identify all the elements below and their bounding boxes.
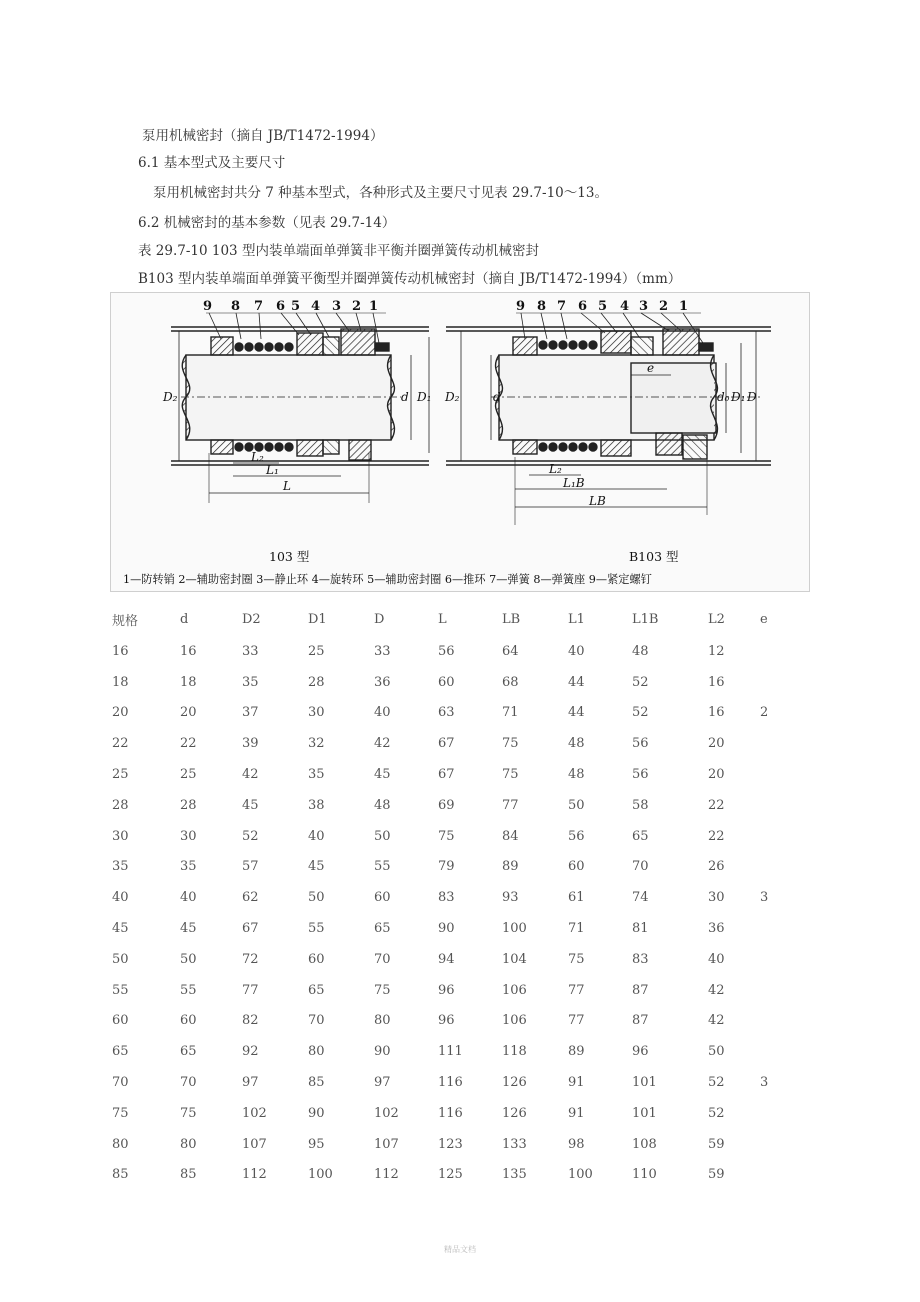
- table-cell: 116: [438, 1075, 463, 1091]
- table-row: [112, 975, 790, 1006]
- table-cell: 26: [708, 859, 725, 875]
- table-row: [112, 852, 790, 883]
- table-cell: 107: [242, 1136, 267, 1152]
- table-row: [112, 759, 790, 790]
- label-b103: B103 型: [629, 549, 679, 564]
- table-cell: 75: [502, 767, 519, 783]
- table-caption-2: B103 型内装单端面单弹簧平衡型并圈弹簧传动机械密封（摘自 JB/T1472-1994）（mm）: [138, 271, 682, 287]
- table-cell: 55: [180, 982, 197, 998]
- table-cell: 32: [308, 736, 325, 752]
- table-cell: 92: [242, 1044, 259, 1060]
- svg-text:D: D: [747, 390, 757, 404]
- spring-seat-upper: [211, 337, 233, 355]
- table-cell: 60: [438, 674, 455, 690]
- table-cell: 77: [568, 1013, 585, 1029]
- table-cell: 50: [708, 1044, 725, 1060]
- table-cell: 75: [438, 828, 455, 844]
- table-cell: 67: [438, 767, 455, 783]
- table-cell: 135: [502, 1167, 527, 1183]
- table-cell: 91: [568, 1105, 585, 1121]
- table-cell: [760, 759, 790, 790]
- table-cell: [760, 667, 790, 698]
- table-cell: 95: [308, 1136, 325, 1152]
- header-cell: e: [760, 611, 768, 627]
- table-body: [112, 636, 790, 1190]
- table-header-row: [112, 602, 790, 636]
- svg-text:4: 4: [620, 299, 630, 314]
- table-cell: [760, 852, 790, 883]
- table-cell: 56: [632, 736, 649, 752]
- table-cell: 25: [308, 643, 325, 659]
- table-cell: 40: [708, 951, 725, 967]
- table-cell: 91: [568, 1075, 585, 1091]
- table-cell: 74: [632, 890, 649, 906]
- table-cell: 96: [632, 1044, 649, 1060]
- table-cell: 125: [438, 1167, 463, 1183]
- table-cell: 60: [568, 859, 585, 875]
- table-cell: 75: [112, 1105, 129, 1121]
- table-cell: [760, 728, 790, 759]
- svg-text:L: L: [283, 479, 291, 493]
- table-cell: 2: [760, 705, 769, 721]
- table-cell: 16: [708, 674, 725, 690]
- spring-lower-103: [235, 443, 293, 451]
- table-cell: 71: [568, 921, 585, 937]
- table-cell: 16: [708, 705, 725, 721]
- table-cell: 52: [708, 1105, 725, 1121]
- table-cell: 80: [308, 1044, 325, 1060]
- table-cell: 77: [568, 982, 585, 998]
- table-cell: 30: [180, 828, 197, 844]
- table-cell: 80: [112, 1136, 129, 1152]
- push-ring-upper: [297, 333, 323, 355]
- svg-text:7: 7: [254, 299, 264, 314]
- table-cell: 90: [374, 1044, 391, 1060]
- svg-text:1: 1: [679, 299, 689, 314]
- table-cell: 40: [180, 890, 197, 906]
- svg-text:5: 5: [598, 299, 608, 314]
- svg-text:D₂: D₂: [163, 390, 178, 404]
- table-cell: 106: [502, 982, 527, 998]
- shaft-103: [186, 355, 391, 440]
- table-row: [112, 882, 790, 913]
- table-cell: [760, 913, 790, 944]
- part-numbers-103: [203, 299, 378, 314]
- table-cell: [760, 636, 790, 667]
- drawing-103: [171, 313, 432, 503]
- table-cell: 16: [112, 643, 129, 659]
- part-numbers-b103: [516, 299, 688, 314]
- table-cell: 22: [708, 828, 725, 844]
- table-cell: 85: [308, 1075, 325, 1091]
- table-cell: 40: [112, 890, 129, 906]
- table-cell: 35: [180, 859, 197, 875]
- svg-text:D₂: D₂: [445, 390, 460, 404]
- table-cell: 75: [502, 736, 519, 752]
- table-cell: 55: [374, 859, 391, 875]
- table-cell: 30: [112, 828, 129, 844]
- table-cell: 65: [112, 1044, 129, 1060]
- table-cell: 62: [242, 890, 259, 906]
- table-cell: 33: [374, 643, 391, 659]
- table-cell: 35: [112, 859, 129, 875]
- seal-drawing-figure: [110, 292, 810, 592]
- table-cell: 57: [242, 859, 259, 875]
- table-cell: 45: [308, 859, 325, 875]
- table-cell: [760, 1098, 790, 1129]
- table-cell: 20: [708, 736, 725, 752]
- svg-text:LB: LB: [589, 494, 606, 508]
- table-cell: 100: [308, 1167, 333, 1183]
- table-cell: 112: [374, 1167, 399, 1183]
- table-cell: 126: [502, 1075, 527, 1091]
- spring-seat-lower: [211, 440, 233, 454]
- table-cell: 40: [568, 643, 585, 659]
- table-cell: 50: [308, 890, 325, 906]
- svg-text:6: 6: [276, 299, 286, 314]
- table-cell: 112: [242, 1167, 267, 1183]
- header-cell: L: [438, 611, 447, 627]
- svg-text:L₂: L₂: [251, 450, 264, 464]
- table-cell: 96: [438, 982, 455, 998]
- table-cell: 50: [180, 951, 197, 967]
- svg-text:9: 9: [203, 299, 213, 314]
- table-cell: 84: [502, 828, 519, 844]
- table-cell: 63: [438, 705, 455, 721]
- table-cell: 89: [502, 859, 519, 875]
- table-cell: 104: [502, 951, 527, 967]
- table-row: [112, 667, 790, 698]
- table-cell: 67: [438, 736, 455, 752]
- table-cell: 64: [502, 643, 519, 659]
- table-cell: 111: [438, 1044, 463, 1060]
- table-cell: 75: [568, 951, 585, 967]
- intro-paragraph: 泵用机械密封共分 7 种基本型式，各种形式及主要尺寸见表 29.7-10～13。: [153, 185, 608, 201]
- table-cell: 102: [242, 1105, 267, 1121]
- label-103: 103 型: [269, 549, 310, 564]
- svg-text:L₁B: L₁B: [563, 476, 585, 490]
- stationary-ring-upper: [341, 329, 375, 355]
- spring-upper-103: [235, 343, 293, 351]
- table-cell: 77: [502, 797, 519, 813]
- table-cell: 101: [632, 1075, 657, 1091]
- table-row: [112, 1129, 790, 1160]
- section-6-2-heading: 6.2 机械密封的基本参数（见表 29.7-14）: [138, 215, 396, 231]
- section-6-1-heading: 6.1 基本型式及主要尺寸: [138, 155, 286, 171]
- table-cell: 110: [632, 1167, 657, 1183]
- header-cell: L1B: [632, 611, 659, 627]
- table-cell: 71: [502, 705, 519, 721]
- anti-rotation-pin-upper: [375, 343, 389, 351]
- header-cell: L1: [568, 611, 585, 627]
- svg-text:e: e: [647, 361, 655, 375]
- table-cell: 102: [374, 1105, 399, 1121]
- table-cell: 70: [308, 1013, 325, 1029]
- table-cell: 40: [308, 828, 325, 844]
- table-cell: 70: [180, 1075, 197, 1091]
- table-cell: 48: [632, 643, 649, 659]
- table-cell: 118: [502, 1044, 527, 1060]
- table-cell: 98: [568, 1136, 585, 1152]
- table-cell: [760, 944, 790, 975]
- table-row: [112, 944, 790, 975]
- table-row: [112, 636, 790, 667]
- table-cell: 65: [180, 1044, 197, 1060]
- header-cell: D2: [242, 611, 261, 627]
- table-cell: 25: [112, 767, 129, 783]
- table-cell: 60: [112, 1013, 129, 1029]
- svg-text:d: d: [401, 390, 409, 404]
- table-cell: 22: [180, 736, 197, 752]
- table-cell: 116: [438, 1105, 463, 1121]
- table-cell: 30: [708, 890, 725, 906]
- svg-text:7: 7: [557, 299, 567, 314]
- table-cell: 20: [112, 705, 129, 721]
- svg-text:8: 8: [537, 299, 547, 314]
- table-row: [112, 821, 790, 852]
- dimension-table: [112, 602, 790, 1190]
- table-cell: 48: [568, 736, 585, 752]
- table-cell: 30: [308, 705, 325, 721]
- table-cell: 58: [632, 797, 649, 813]
- rotating-ring-upper: [323, 337, 339, 355]
- table-cell: 70: [632, 859, 649, 875]
- table-row: [112, 1098, 790, 1129]
- table-cell: 28: [180, 797, 197, 813]
- table-cell: [760, 1160, 790, 1191]
- table-cell: 25: [180, 767, 197, 783]
- table-cell: 45: [112, 921, 129, 937]
- svg-text:d₀: d₀: [717, 390, 730, 404]
- table-cell: 133: [502, 1136, 527, 1152]
- table-cell: 72: [242, 951, 259, 967]
- table-cell: 70: [374, 951, 391, 967]
- table-cell: 52: [632, 705, 649, 721]
- header-cell: D1: [308, 611, 327, 627]
- table-cell: 90: [438, 921, 455, 937]
- table-cell: 45: [180, 921, 197, 937]
- table-row: [112, 913, 790, 944]
- table-cell: 42: [374, 736, 391, 752]
- parts-legend: 1—防转销 2—辅助密封圈 3—静止环 4—旋转环 5—辅助密封圈 6—推环 7—弹簧 8—弹簧座 9—紧定螺钉: [123, 573, 652, 586]
- table-cell: 65: [308, 982, 325, 998]
- table-row: [112, 1160, 790, 1191]
- table-cell: 70: [112, 1075, 129, 1091]
- table-cell: 69: [438, 797, 455, 813]
- svg-text:4: 4: [311, 299, 321, 314]
- table-cell: 90: [308, 1105, 325, 1121]
- table-cell: 42: [708, 982, 725, 998]
- header-cell: LB: [502, 611, 521, 627]
- table-cell: 45: [242, 797, 259, 813]
- table-cell: 56: [438, 643, 455, 659]
- table-cell: 81: [632, 921, 649, 937]
- table-cell: [760, 1036, 790, 1067]
- table-cell: 50: [568, 797, 585, 813]
- header-cell: L2: [708, 611, 725, 627]
- table-cell: 100: [502, 921, 527, 937]
- table-cell: 79: [438, 859, 455, 875]
- svg-text:5: 5: [291, 299, 301, 314]
- table-cell: 108: [632, 1136, 657, 1152]
- drawing-b103: [446, 313, 771, 525]
- table-cell: 52: [632, 674, 649, 690]
- table-cell: 40: [374, 705, 391, 721]
- svg-text:1: 1: [369, 299, 379, 314]
- table-cell: 35: [242, 674, 259, 690]
- table-cell: 44: [568, 705, 585, 721]
- table-cell: 80: [374, 1013, 391, 1029]
- table-cell: 97: [242, 1075, 259, 1091]
- table-cell: 33: [242, 643, 259, 659]
- table-cell: 96: [438, 1013, 455, 1029]
- table-cell: 82: [242, 1013, 259, 1029]
- svg-text:2: 2: [352, 299, 362, 314]
- table-cell: 55: [308, 921, 325, 937]
- table-cell: 89: [568, 1044, 585, 1060]
- table-cell: 106: [502, 1013, 527, 1029]
- table-cell: 85: [180, 1167, 197, 1183]
- table-row: [112, 790, 790, 821]
- table-cell: 65: [632, 828, 649, 844]
- table-cell: 28: [112, 797, 129, 813]
- table-cell: 65: [374, 921, 391, 937]
- table-cell: 94: [438, 951, 455, 967]
- table-cell: 83: [438, 890, 455, 906]
- table-cell: 80: [180, 1136, 197, 1152]
- table-cell: 20: [708, 767, 725, 783]
- table-cell: 100: [568, 1167, 593, 1183]
- table-cell: 39: [242, 736, 259, 752]
- table-cell: 28: [308, 674, 325, 690]
- table-cell: 52: [708, 1075, 725, 1091]
- table-cell: 42: [708, 1013, 725, 1029]
- table-cell: 3: [760, 1075, 769, 1091]
- table-cell: 3: [760, 890, 769, 906]
- table-cell: 87: [632, 982, 649, 998]
- table-cell: 42: [242, 767, 259, 783]
- table-cell: 107: [374, 1136, 399, 1152]
- table-cell: 56: [568, 828, 585, 844]
- svg-text:D₁: D₁: [731, 390, 746, 404]
- table-cell: 85: [112, 1167, 129, 1183]
- table-cell: 20: [180, 705, 197, 721]
- table-cell: 60: [374, 890, 391, 906]
- table-cell: [760, 821, 790, 852]
- svg-text:L₁: L₁: [266, 463, 279, 477]
- table-cell: 38: [308, 797, 325, 813]
- svg-text:3: 3: [639, 299, 649, 314]
- table-cell: 77: [242, 982, 259, 998]
- svg-text:L₂: L₂: [549, 462, 562, 476]
- table-cell: 67: [242, 921, 259, 937]
- table-cell: 126: [502, 1105, 527, 1121]
- table-cell: 97: [374, 1075, 391, 1091]
- header-cell: d: [180, 611, 189, 627]
- table-cell: [760, 790, 790, 821]
- table-cell: 37: [242, 705, 259, 721]
- table-cell: [760, 1006, 790, 1037]
- doc-title: 泵用机械密封（摘自 JB/T1472-1994）: [142, 128, 384, 144]
- table-cell: 18: [180, 674, 197, 690]
- svg-text:8: 8: [231, 299, 241, 314]
- table-cell: 60: [308, 951, 325, 967]
- table-cell: 16: [180, 643, 197, 659]
- table-cell: 87: [632, 1013, 649, 1029]
- table-cell: 36: [708, 921, 725, 937]
- table-cell: 50: [374, 828, 391, 844]
- table-cell: 75: [374, 982, 391, 998]
- table-cell: 18: [112, 674, 129, 690]
- table-cell: 93: [502, 890, 519, 906]
- table-row: [112, 1067, 790, 1098]
- svg-text:6: 6: [578, 299, 588, 314]
- table-cell: 36: [374, 674, 391, 690]
- table-cell: 68: [502, 674, 519, 690]
- table-cell: 52: [242, 828, 259, 844]
- table-cell: 61: [568, 890, 585, 906]
- table-cell: 48: [568, 767, 585, 783]
- table-cell: 22: [708, 797, 725, 813]
- table-cell: 56: [632, 767, 649, 783]
- table-cell: 75: [180, 1105, 197, 1121]
- table-cell: 59: [708, 1136, 725, 1152]
- table-cell: 101: [632, 1105, 657, 1121]
- svg-text:9: 9: [516, 299, 526, 314]
- table-cell: 50: [112, 951, 129, 967]
- seal-drawing: [111, 293, 809, 591]
- table-cell: 44: [568, 674, 585, 690]
- table-cell: 59: [708, 1167, 725, 1183]
- table-cell: 83: [632, 951, 649, 967]
- table-row: [112, 1036, 790, 1067]
- table-caption-1: 表 29.7-10 103 型内装单端面单弹簧非平衡并圈弹簧传动机械密封: [138, 243, 539, 259]
- table-cell: [760, 975, 790, 1006]
- svg-text:d: d: [493, 390, 501, 404]
- header-cell: D: [374, 611, 385, 627]
- table-cell: 48: [374, 797, 391, 813]
- table-cell: 22: [112, 736, 129, 752]
- header-cell: 规格: [112, 613, 139, 629]
- table-cell: 12: [708, 643, 725, 659]
- table-cell: [760, 1129, 790, 1160]
- table-row: [112, 698, 790, 729]
- svg-text:3: 3: [332, 299, 342, 314]
- table-row: [112, 1006, 790, 1037]
- table-cell: 123: [438, 1136, 463, 1152]
- svg-text:2: 2: [659, 299, 669, 314]
- table-cell: 35: [308, 767, 325, 783]
- table-cell: 55: [112, 982, 129, 998]
- svg-text:D₁: D₁: [417, 390, 432, 404]
- page-footer: 精品文档: [444, 1245, 476, 1254]
- table-cell: 45: [374, 767, 391, 783]
- table-row: [112, 728, 790, 759]
- table-cell: 60: [180, 1013, 197, 1029]
